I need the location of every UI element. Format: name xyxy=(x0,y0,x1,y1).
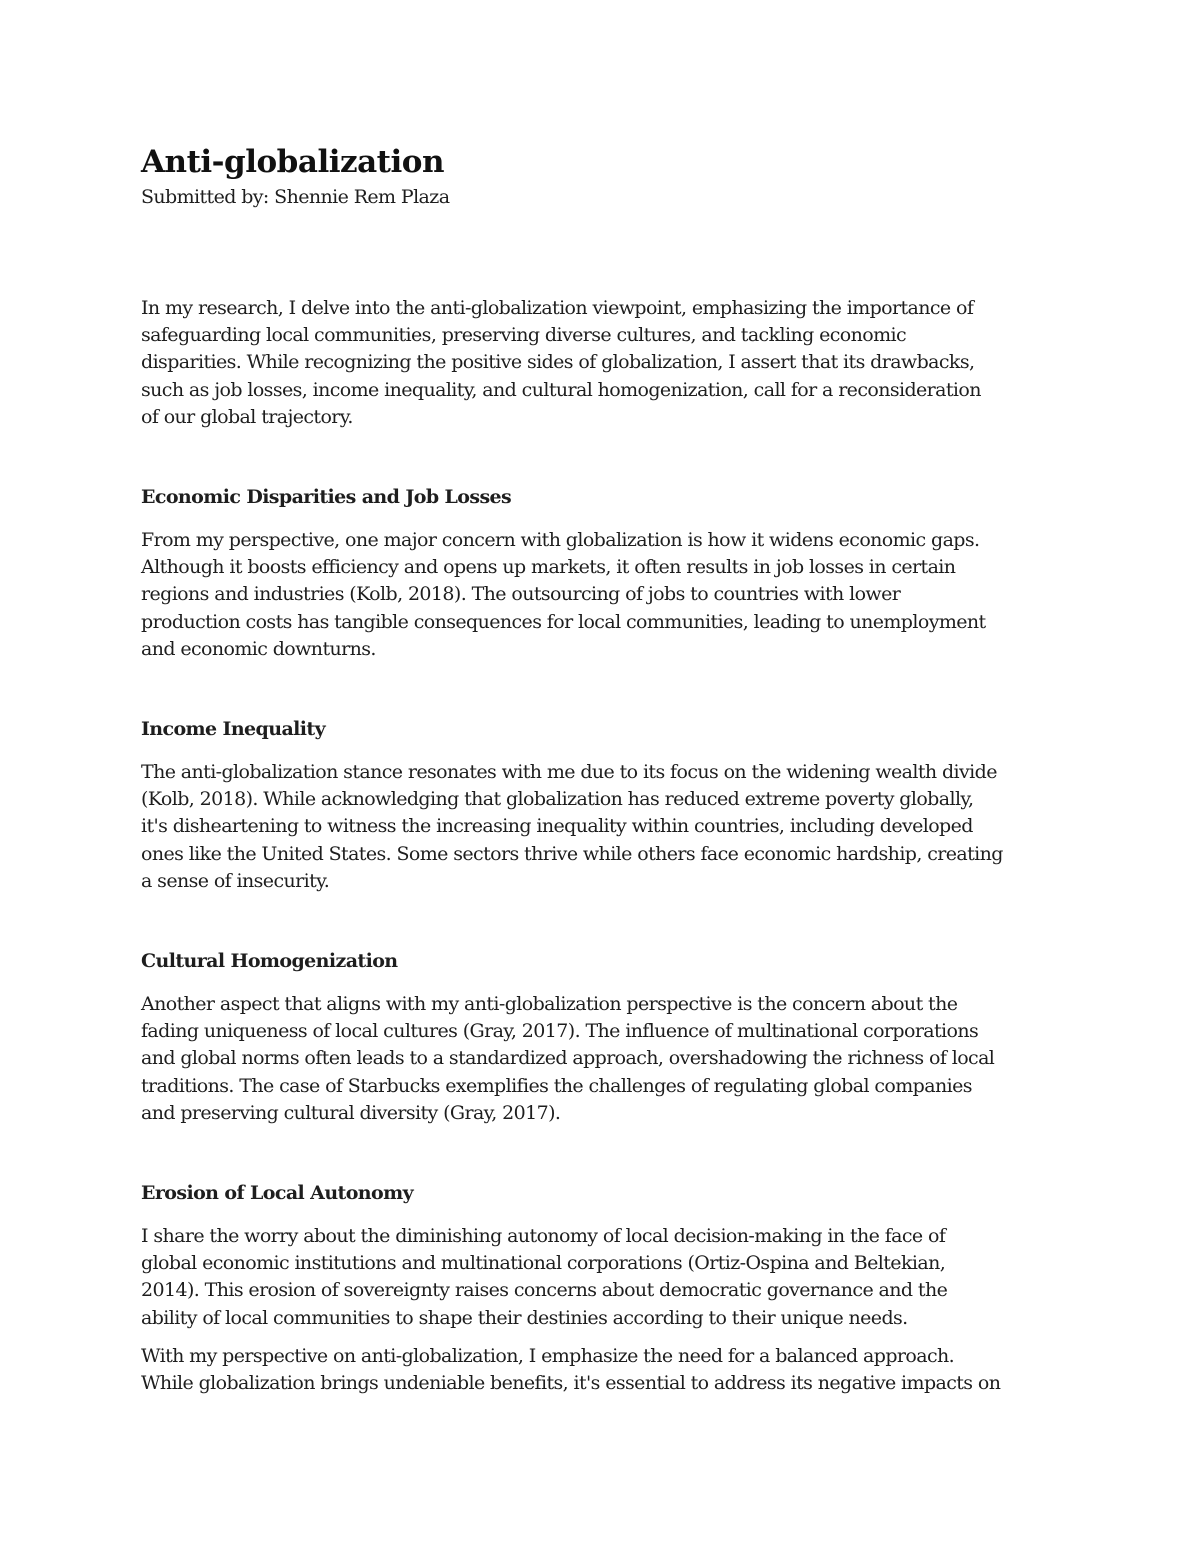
text-line: I share the worry about the diminishing autonomy of local decision-making in the face of xyxy=(141,1225,946,1248)
section-paragraph xyxy=(141,1223,1066,1332)
text-line: it's disheartening to witness the increasing inequality within countries, including developed xyxy=(141,815,973,838)
text-line: regions and industries (Kolb, 2018). The outsourcing of jobs to countries with lower xyxy=(141,583,901,606)
byline: Submitted by: Shennie Rem Plaza xyxy=(141,186,450,208)
text-line: production costs has tangible consequences for local communities, leading to unemployment xyxy=(141,610,986,633)
text-line: of our global trajectory. xyxy=(141,405,353,428)
text-line: Another aspect that aligns with my anti-globalization perspective is the concern about the xyxy=(141,993,958,1016)
text-line: ones like the United States. Some sectors thrive while others face economic hardship, creating xyxy=(141,842,1003,865)
section-paragraph xyxy=(141,527,1066,663)
closing-paragraph xyxy=(141,1343,1066,1397)
section-heading: Economic Disparities and Job Losses xyxy=(141,486,512,509)
text-line: Although it boosts efficiency and opens up markets, it often results in job losses in certain xyxy=(141,556,956,579)
text-line: and economic downturns. xyxy=(141,637,376,660)
intro-paragraph xyxy=(141,295,1066,431)
text-line: With my perspective on anti-globalization, I emphasize the need for a balanced approach. xyxy=(141,1344,955,1367)
text-line: traditions. The case of Starbucks exemplifies the challenges of regulating global companies xyxy=(141,1074,972,1097)
text-line: disparities. While recognizing the positive sides of globalization, I assert that its drawbacks, xyxy=(141,351,975,374)
text-line: From my perspective, one major concern with globalization is how it widens economic gaps. xyxy=(141,529,980,552)
text-line: fading uniqueness of local cultures (Gray, 2017). The influence of multinational corporations xyxy=(141,1020,979,1043)
section-heading: Erosion of Local Autonomy xyxy=(141,1182,414,1205)
text-line: a sense of insecurity. xyxy=(141,869,330,892)
text-line: In my research, I delve into the anti-globalization viewpoint, emphasizing the importance of xyxy=(141,297,974,319)
document-title: Anti-globalization xyxy=(141,144,444,180)
section-paragraph xyxy=(141,759,1066,895)
text-line: and global norms often leads to a standardized approach, overshadowing the richness of local xyxy=(141,1047,995,1070)
text-line: ability of local communities to shape their destinies according to their unique needs. xyxy=(141,1306,908,1329)
text-line: and preserving cultural diversity (Gray, 2017). xyxy=(141,1101,561,1124)
text-line: 2014). This erosion of sovereignty raises concerns about democratic governance and the xyxy=(141,1279,948,1302)
section-heading: Income Inequality xyxy=(141,718,326,741)
text-line: safeguarding local communities, preserving diverse cultures, and tackling economic xyxy=(141,324,907,347)
document-page xyxy=(141,140,1066,1397)
text-line: While globalization brings undeniable benefits, it's essential to address its negative impacts on xyxy=(141,1372,1001,1395)
section-heading: Cultural Homogenization xyxy=(141,950,398,973)
text-line: such as job losses, income inequality, and cultural homogenization, call for a reconsideration xyxy=(141,378,981,401)
text-line: (Kolb, 2018). While acknowledging that globalization has reduced extreme poverty globally, xyxy=(141,788,974,811)
text-line: The anti-globalization stance resonates with me due to its focus on the widening wealth divide xyxy=(141,761,997,784)
text-line: global economic institutions and multinational corporations (Ortiz-Ospina and Beltekian, xyxy=(141,1252,946,1275)
section-paragraph xyxy=(141,991,1066,1127)
